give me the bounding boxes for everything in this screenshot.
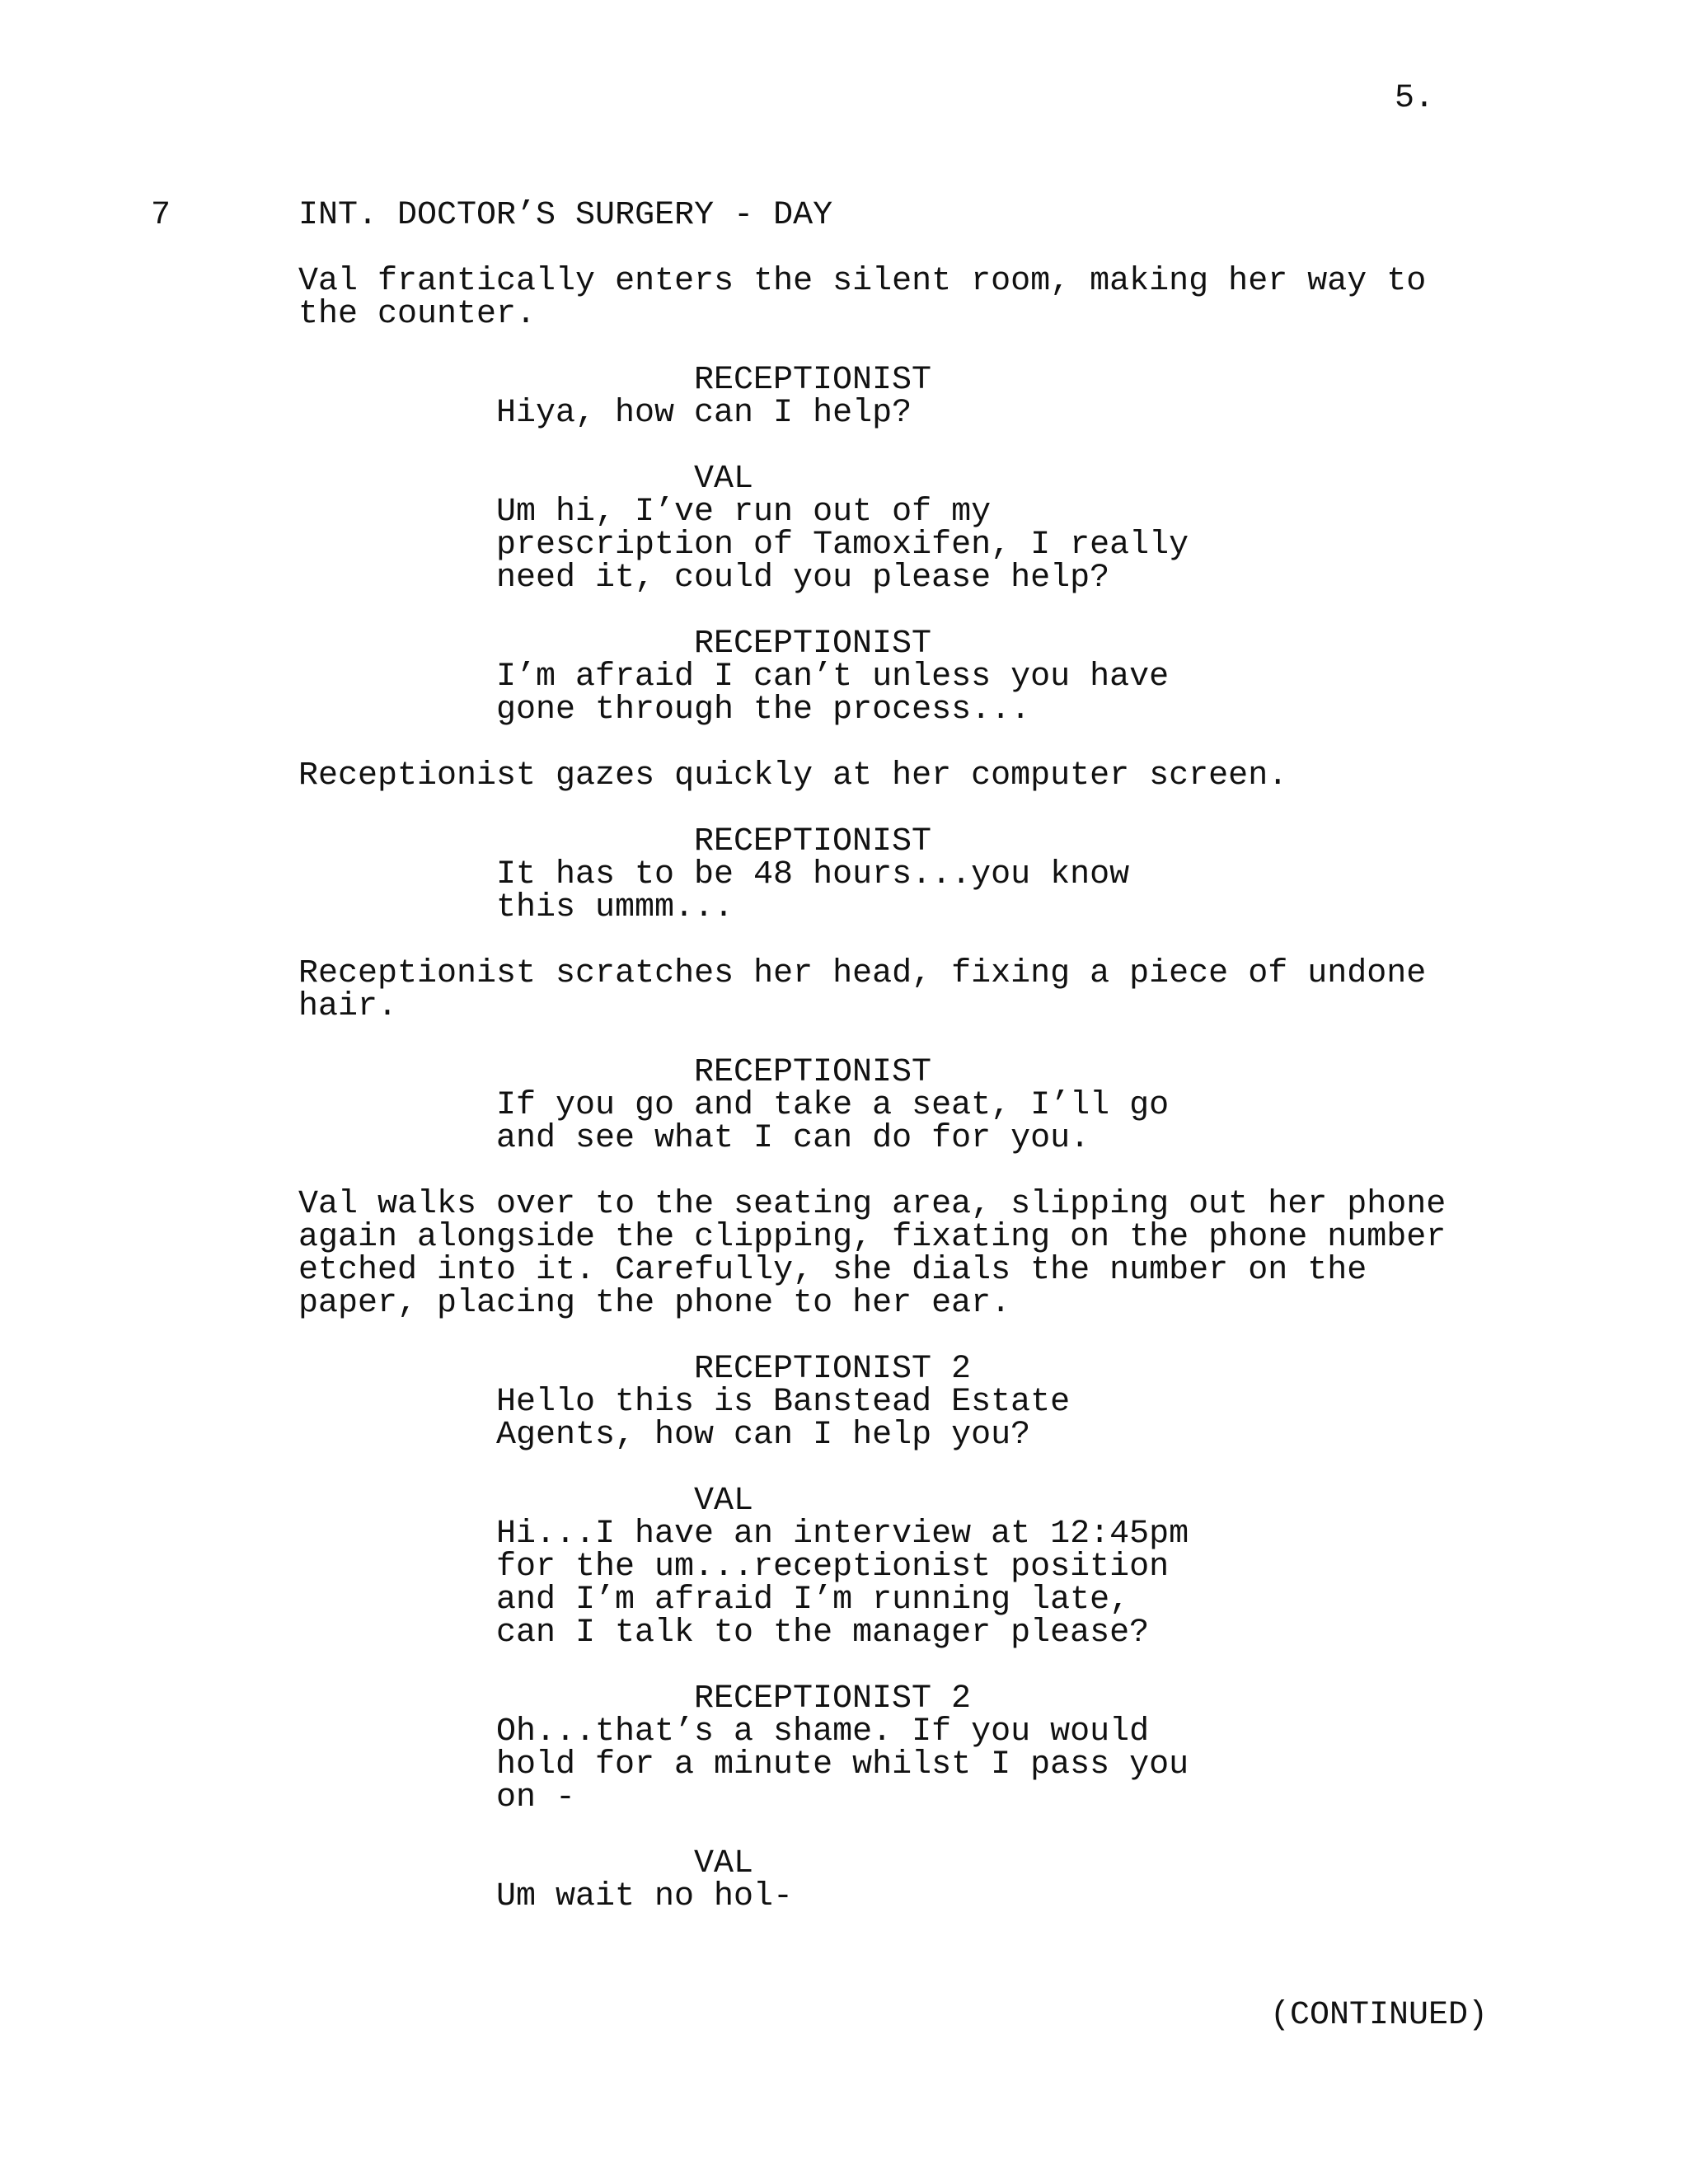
- page-number: 5.: [1395, 80, 1435, 117]
- character-name: RECEPTIONIST: [694, 1054, 932, 1091]
- dialogue-text: Um hi, I’ve run out of my prescription of Tamoxifen, I really need it, could you please help?: [496, 494, 1189, 597]
- character-name: RECEPTIONIST 2: [694, 1351, 972, 1388]
- dialogue-text: Hiya, how can I help?: [496, 395, 912, 432]
- character-name: RECEPTIONIST: [694, 823, 932, 860]
- dialogue-text: Hello this is Banstead Estate Agents, how can I help you?: [496, 1384, 1071, 1454]
- action-line: Val frantically enters the silent room, making her way to the counter.: [298, 263, 1427, 333]
- character-name: VAL: [694, 461, 754, 498]
- dialogue-text: I’m afraid I can’t unless you have gone through the process...: [496, 658, 1170, 729]
- character-name: VAL: [694, 1845, 754, 1882]
- character-name: RECEPTIONIST: [694, 626, 932, 663]
- character-name: RECEPTIONIST 2: [694, 1680, 972, 1718]
- dialogue-text: Hi...I have an interview at 12:45pm for the um...receptionist position and I’m afraid I’m running late, can I talk to the manager please?: [496, 1516, 1189, 1652]
- dialogue-text: Oh...that’s a shame. If you would hold for a minute whilst I pass you on -: [496, 1713, 1189, 1816]
- dialogue-block: [298, 1845, 1452, 1915]
- character-name: RECEPTIONIST: [694, 362, 932, 399]
- action-line: Receptionist gazes quickly at her computer screen.: [298, 757, 1288, 794]
- character-name: VAL: [694, 1483, 754, 1520]
- scene-number: 7: [151, 197, 171, 234]
- dialogue-block: [298, 364, 1452, 430]
- scene-heading: INT. DOCTOR’S SURGERY - DAY: [298, 197, 833, 234]
- dialogue-text: Um wait no hol-: [496, 1878, 794, 1915]
- action-line: Val walks over to the seating area, slipping out her phone again alongside the clipping, fixating on the phone number etched into it. Carefully, she dials the number on the paper, placing the phone to her ear.: [298, 1186, 1447, 1322]
- dialogue-block: [298, 823, 1452, 926]
- dialogue-block: [298, 1054, 1452, 1157]
- dialogue-text: It has to be 48 hours...you know this ummm...: [496, 856, 1130, 926]
- dialogue-text: If you go and take a seat, I’ll go and see what I can do for you.: [496, 1087, 1170, 1157]
- dialogue-block: [298, 1485, 1452, 1650]
- script-body: [298, 265, 1452, 1947]
- action-line: Receptionist scratches her head, fixing a piece of undone hair.: [298, 955, 1427, 1025]
- dialogue-block: [298, 1680, 1452, 1816]
- dialogue-block: [298, 1353, 1452, 1452]
- dialogue-block: [298, 628, 1452, 727]
- continued-marker: (CONTINUED): [1270, 1997, 1489, 2034]
- dialogue-block: [298, 463, 1452, 595]
